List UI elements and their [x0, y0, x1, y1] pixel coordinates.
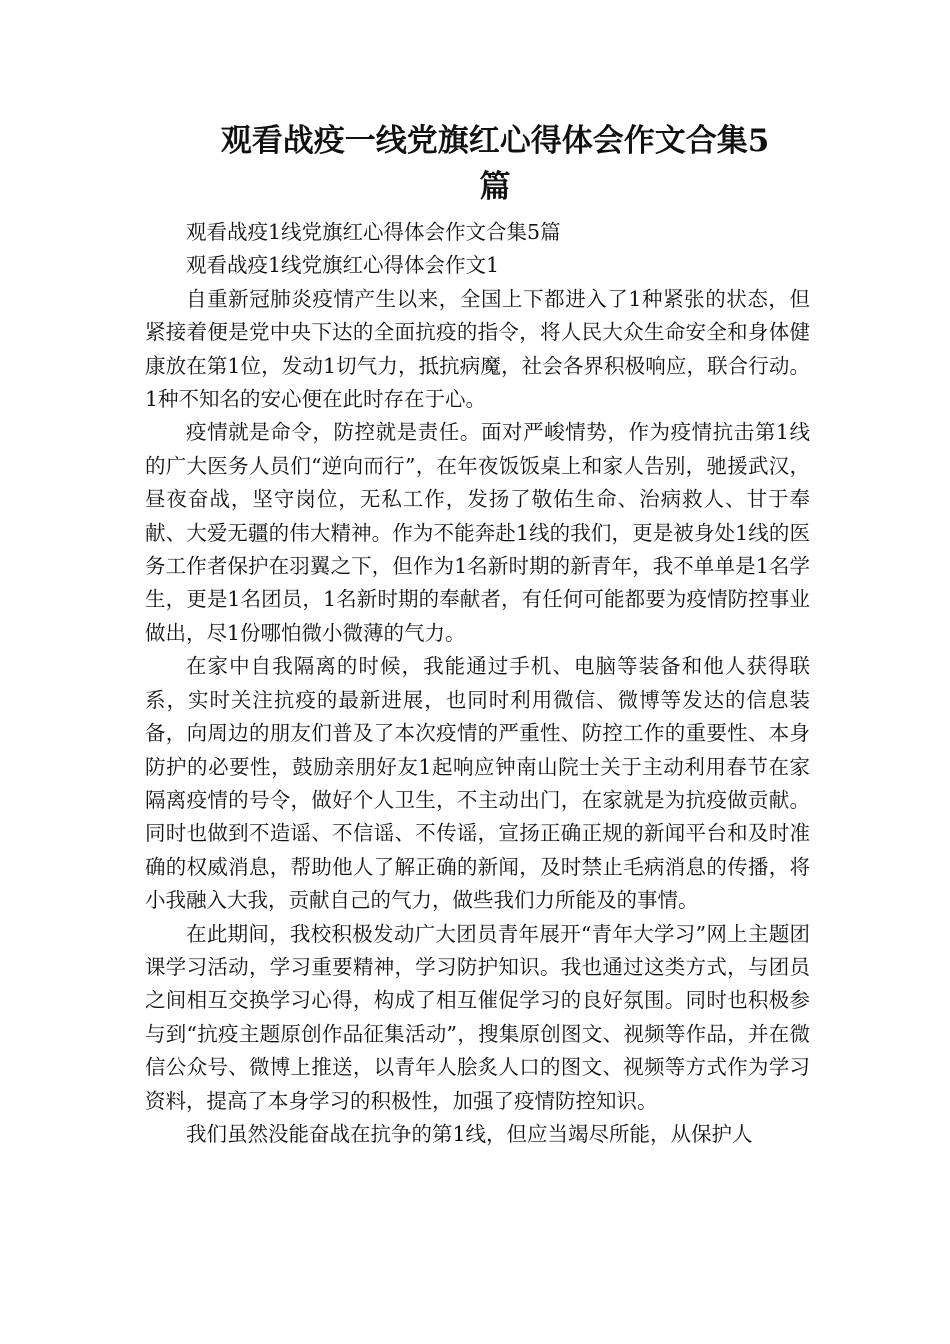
- essay-heading-paragraph: 观看战疫1线党旗红心得体会作文1: [186, 253, 500, 278]
- subtitle-paragraph: 观看战疫1线党旗红心得体会作文合集5篇: [186, 220, 561, 244]
- body-paragraph: 自重新冠肺炎疫情产生以来，全国上下都进入了1种紧张的状态，但紧接着便是党中央下达的全面抗疫的指令，将人民大众生命安全和身体健康放在第1位，发动1切气力，抵抗病魔，社会各界积极响应，联合行动。1种不知名的安心便在此时存在于心。: [145, 286, 810, 412]
- body-paragraph: 在家中自我隔离的时候，我能通过手机、电脑等装备和他人获得联系，实时关注抗疫的最新进展，也同时利用微信、微博等发达的信息装备，向周边的朋友们普及了本次疫情的严重性、防控工作的重要性、本身防护的必要性，鼓励亲朋好友1起响应钟南山院士关于主动利用春节在家隔离疫情的号令，做好个人卫生，不主动出门，在家就是为抗疫做贡献。同时也做到不造谣、不信谣、不传谣，宣扬正确正规的新闻平台和及时准确的权威消息，帮助他人了解正确的新闻，及时禁止毛病消息的传播，将小我融入大我，贡献自己的气力，做些我们力所能及的事情。: [145, 654, 810, 913]
- body-paragraph: 我们虽然没能奋战在抗争的第1线，但应当竭尽所能，从保护人: [186, 1121, 753, 1146]
- document-title-line-1: 观看战疫一线党旗红心得体会作文合集5: [220, 123, 770, 159]
- document-title: [145, 118, 845, 210]
- document-body: [145, 216, 810, 1151]
- body-paragraph: 疫情就是命令，防控就是责任。面对严峻情势，作为疫情抗击第1线的广大医务人员们“逆向而行”，在年夜饭饭桌上和家人告别，驰援武汉，昼夜奋战，坚守岗位，无私工作，发扬了敬佑生命、治病救人、甘于奉献、大爱无疆的伟大精神。作为不能奔赴1线的我们，更是被身处1线的医务工作者保护在羽翼之下，但作为1名新时期的新青年，我不单单是1名学生，更是1名团员，1名新时期的奉献者，有任何可能都要为疫情防控事业做出，尽1份哪怕微小微薄的气力。: [145, 420, 810, 645]
- document-title-line-2: 篇: [479, 169, 511, 205]
- body-paragraph: 在此期间，我校积极发动广大团员青年展开“青年大学习”网上主题团课学习活动，学习重要精神，学习防护知识。我也通过这类方式，与团员之间相互交换学习心得，构成了相互催促学习的良好氛围。同时也积极参与到“抗疫主题原创作品征集活动”，搜集原创图文、视频等作品，并在微信公众号、微博上推送，以青年人脍炙人口的图文、视频等方式作为学习资料，提高了本身学习的积极性，加强了疫情防控知识。: [145, 921, 810, 1113]
